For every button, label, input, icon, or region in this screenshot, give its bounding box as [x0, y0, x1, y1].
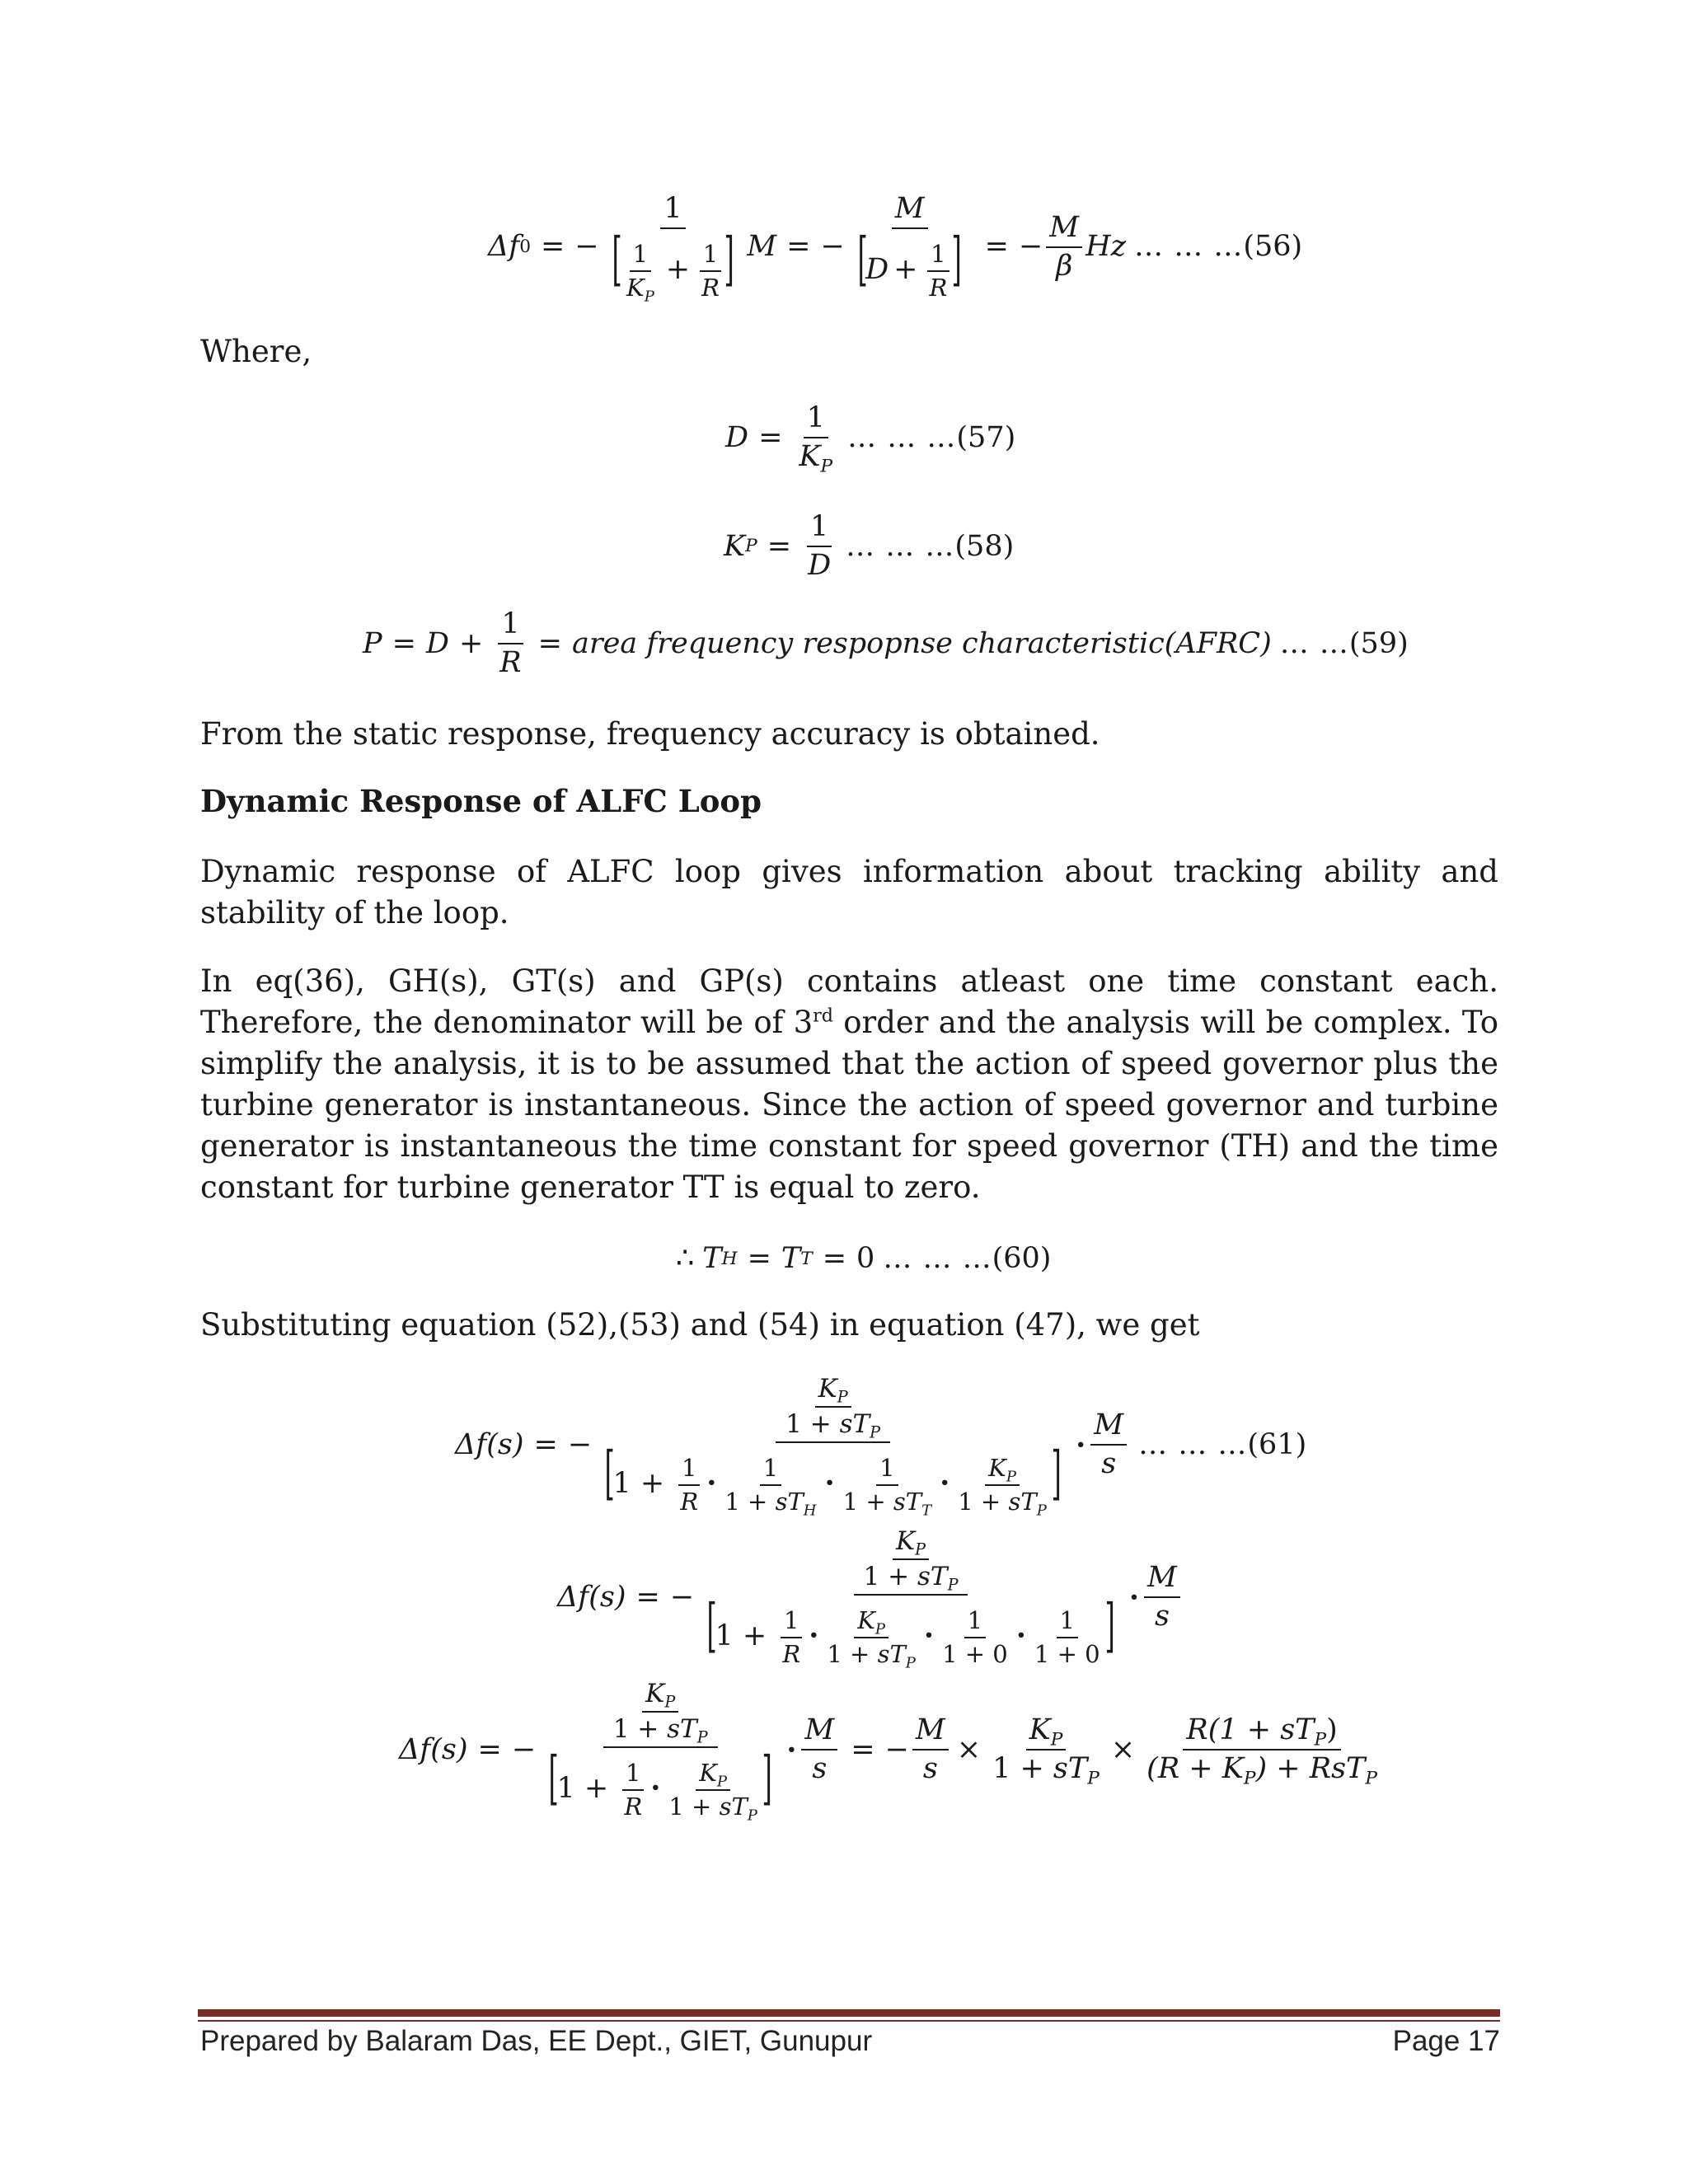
equation-56: Δf 0 = − 1 [ $\frac{1}{K_P}$ + $\frac{1}{R}$ ] M = − M [D + $\frac{1}{R}$ ] = − $\frac{M}{\beta}$ Hz … … … (56)	[488, 192, 1303, 305]
eq56-frac2-r: R	[929, 273, 948, 302]
eq61-ms	[1090, 1408, 1127, 1481]
eq62-den-t-zero: 0	[1085, 1639, 1100, 1668]
eq60-th: T	[702, 1242, 722, 1275]
para2-superscript: rd	[813, 1005, 833, 1027]
eq61-lhs: Δf(s)	[455, 1427, 524, 1461]
eq63-lhs: Δf(s)	[399, 1732, 468, 1766]
eq63-num-t-sub: P	[696, 1727, 708, 1747]
eq63-num-s: s	[667, 1714, 681, 1744]
eq57-den: K	[799, 440, 821, 473]
eq58-lhs: K	[724, 529, 746, 563]
eq61-num-oneplus: 1 +	[785, 1409, 840, 1439]
eq56-number: (56)	[1243, 230, 1303, 264]
eq63-den-kp: K	[699, 1758, 717, 1787]
paragraph-dynamic-response: Dynamic response of ALFC loop gives information about tracking ability and stability of the loop.	[200, 854, 1498, 930]
footer-left: Prepared by Balaram Das, EE Dept., GIET, Gunupur	[200, 2025, 873, 2057]
eq63-den-kp-sub: P	[716, 1772, 728, 1790]
eq59-afrc-text: area frequency respopnse characteristic(AFRC)	[571, 626, 1272, 660]
eq63-kp-t: T	[1067, 1752, 1088, 1786]
paragraph-time-constants	[200, 961, 1498, 1208]
eq61-number: (61)	[1247, 1427, 1307, 1461]
eq61-den-p-sub: P	[1036, 1501, 1047, 1519]
eq56-frac2-num: M	[892, 194, 928, 229]
equation-63: Δf(s) = − $\frac{K_P}{1 + sT_P}$ [1 + $\frac{1}{R}$ · $\frac{K_P}{1 + sT_P}$ ] · $\frac{M}{s}$ = − $\frac{M}{s}$ × $\frac{K_P}{1 + sT_P}$ × $\frac{R(1 + sT_P)}{(R + K_P) + RsT_P}$	[399, 1681, 1384, 1819]
eq60-dots: … … …	[883, 1242, 992, 1275]
eq56-frac-3	[1046, 210, 1082, 283]
eq56-lhs: Δf	[488, 230, 520, 264]
eq63-kp-s: s	[1053, 1752, 1068, 1786]
eq60-therefore: ∴	[676, 1242, 695, 1275]
eq58-number: (58)	[954, 529, 1015, 563]
eq61-den-t-oneplus: 1 +	[842, 1487, 893, 1516]
eq63-num-kp-sub: P	[664, 1692, 676, 1712]
eq61-den-h-sub: H	[803, 1501, 817, 1519]
eq57-dots: … … …	[847, 420, 957, 454]
eq62-den-oneplus: 1 +	[715, 1619, 776, 1652]
eq59-num: 1	[498, 610, 523, 644]
eq63-main-frac: $\frac{K_P}{1 + sT_P}$ [1 + $\frac{1}{R}$ · $\frac{K_P}{1 + sT_P}$ ]	[548, 1679, 772, 1824]
eq63-kp-oneplus: 1 +	[992, 1752, 1053, 1786]
eq61-den-p-kp-sub: P	[1006, 1467, 1016, 1485]
eq56-frac3-den: β	[1056, 249, 1073, 283]
eq62-den-kp: K	[857, 1605, 875, 1634]
eq56-frac1-num: 1	[660, 194, 685, 229]
eq56-inner-r: R	[701, 273, 720, 302]
eq61-num-t: T	[852, 1409, 870, 1439]
equation-62: Δf(s) = − $\frac{K_P}{1 + sT_P}$ [1 + $\frac{1}{R}$ · $\frac{K_P}{1 + sT_P}$ · $\frac{1}{1 + 0}$ · $\frac{1}{1 + 0}$ ] · $\frac{M}{s}$	[557, 1529, 1184, 1666]
eq62-num-t-sub: P	[947, 1575, 959, 1595]
eq58-num: 1	[807, 513, 832, 547]
eq56-frac-1: 1 [ $\frac{1}{K_P}$ + $\frac{1}{R}$ ]	[612, 192, 734, 305]
eq59-d: D	[425, 626, 449, 660]
eq62-den-kp-sub: P	[874, 1619, 886, 1638]
eq63-den-p-t: T	[731, 1792, 748, 1821]
footer-page-number: Page 17	[1392, 2025, 1500, 2057]
substituting-sentence: Substituting equation (52),(53) and (54) in equation (47), we get	[200, 1307, 1200, 1343]
eq61-num-kp: K	[818, 1374, 837, 1404]
footer-rule-thin	[198, 2020, 1500, 2022]
eq63-final-den-mid: ) + RsT	[1255, 1752, 1366, 1786]
eq56-frac2-one: 1	[927, 242, 949, 272]
eq63-den-p-sub: P	[747, 1806, 757, 1824]
eq61-den-t-num: 1	[876, 1456, 898, 1486]
eq56-frac2-d: D	[865, 253, 889, 286]
eq62-den-h-oneplus: 1 +	[942, 1639, 993, 1668]
eq63-kp-frac	[989, 1713, 1103, 1789]
eq62-num-t: T	[930, 1562, 948, 1591]
eq62-lhs: Δf(s)	[557, 1580, 626, 1614]
eq60-tt: T	[781, 1242, 801, 1275]
eq60-zero: 0	[856, 1242, 875, 1275]
eq57-den-sub: P	[820, 456, 833, 477]
eq59-frac	[496, 607, 524, 679]
eq62-den-t-num: 1	[1057, 1609, 1078, 1638]
eq63-den-r: R	[624, 1792, 643, 1821]
eq62-s: s	[1154, 1600, 1170, 1633]
eq57-num: 1	[804, 404, 828, 438]
eq62-num-s: s	[917, 1562, 931, 1591]
eq63-final-den: (R + K	[1146, 1752, 1244, 1786]
eq63-final-den-sub-1: P	[1243, 1768, 1256, 1789]
eq62-den-h-zero: 0	[992, 1639, 1008, 1668]
eq62-main-frac: $\frac{K_P}{1 + sT_P}$ [1 + $\frac{1}{R}$ · $\frac{K_P}{1 + sT_P}$ · $\frac{1}{1 + 0}$ · $\frac{1}{1 + 0}$ ]	[706, 1526, 1115, 1671]
eq61-den-p-oneplus: 1 +	[958, 1487, 1009, 1516]
eq63-num-oneplus: 1 +	[612, 1714, 668, 1744]
eq63-ms-1	[801, 1713, 837, 1786]
eq61-den-oneplus: 1 +	[612, 1467, 674, 1500]
eq63-final-den-sub-2: P	[1365, 1768, 1377, 1789]
eq61-den-h-s: s	[775, 1487, 788, 1516]
eq56-frac3-num: M	[1046, 213, 1082, 248]
eq59-dots: … …	[1279, 626, 1349, 660]
eq63-kp-t-sub: P	[1087, 1768, 1100, 1789]
eq62-den-p-sub: P	[905, 1653, 916, 1671]
eq61-den-r-num: 1	[678, 1456, 700, 1486]
eq61-dots: … … …	[1138, 1427, 1248, 1461]
eq61-den-p-t: T	[1020, 1487, 1037, 1516]
eq59-number: (59)	[1348, 626, 1409, 660]
eq61-den-r: R	[680, 1487, 699, 1516]
eq58-den: D	[808, 549, 832, 582]
eq62-ms	[1144, 1563, 1180, 1631]
eq62-m: M	[1144, 1563, 1180, 1598]
eq59-den: R	[499, 646, 522, 679]
equation-59: P = D + $\frac{1}{R}$ = area frequency respopnse characteristic(AFRC) … … (59)	[363, 607, 1409, 679]
eq63-final-num: R(1 + sT	[1186, 1713, 1315, 1747]
eq62-den-r-num: 1	[781, 1609, 802, 1638]
eq58-frac	[804, 510, 834, 582]
eq57-lhs: D	[725, 420, 749, 454]
eq61-den-h-t: T	[787, 1487, 804, 1516]
eq63-den-r-num: 1	[622, 1761, 644, 1791]
eq59-lhs: P	[363, 626, 382, 660]
footer-rule-thick	[198, 2009, 1500, 2017]
eq61-num-kp-sub: P	[837, 1387, 848, 1407]
eq60-number: (60)	[992, 1242, 1052, 1275]
eq61-main-frac: $\frac{K_P}{1 + sT_P}$ [1 + $\frac{1}{R}$ · $\frac{1}{1 + sT_H}$ · $\frac{1}{1 + sT_T}$ · $\frac{K_P}{1 + sT_P}$ ]	[604, 1374, 1062, 1519]
eq61-den-h-num: 1	[760, 1456, 781, 1486]
eq63-final-frac: $\frac{R(1 + sT_P)}{(R + K_P) + RsT_P}$	[1146, 1713, 1377, 1789]
eq63-num-kp: K	[645, 1679, 665, 1708]
eq63-kp-sub: P	[1050, 1729, 1063, 1750]
eq61-den-t-t: T	[905, 1487, 922, 1516]
eq63-ms-2	[912, 1713, 949, 1786]
eq63-den-p-s: s	[719, 1792, 732, 1821]
eq63-den-oneplus: 1 +	[556, 1772, 618, 1805]
eq62-den-t-oneplus: 1 +	[1034, 1639, 1085, 1668]
eq58-dots: … … …	[846, 529, 955, 563]
eq56-dots: … … …	[1134, 230, 1244, 264]
eq63-den-p-oneplus: 1 +	[668, 1792, 720, 1821]
eq62-num-oneplus: 1 +	[863, 1562, 917, 1591]
eq57-frac	[795, 401, 836, 477]
eq62-den-h-num: 1	[964, 1609, 986, 1638]
eq61-den-h-oneplus: 1 +	[724, 1487, 776, 1516]
eq62-num-kp-sub: P	[915, 1540, 926, 1559]
eq61-m: M	[1090, 1411, 1127, 1446]
where-label: Where,	[200, 334, 312, 369]
eq61-den-t-s: s	[893, 1487, 906, 1516]
eq62-den-p-t: T	[889, 1639, 906, 1668]
static-response-sentence: From the static response, frequency accuracy is obtained.	[200, 716, 1100, 752]
eq62-den-p-s: s	[877, 1639, 890, 1668]
eq56-inner-one-b: 1	[700, 242, 721, 272]
equation-57: D = $\frac{1}{K_P}$ … … … (57)	[725, 401, 1016, 477]
eq63-m-1: M	[801, 1716, 837, 1750]
eq63-m-2: M	[912, 1716, 949, 1750]
eq63-s-1: s	[812, 1752, 828, 1786]
eq63-final-num-sub: P	[1314, 1729, 1327, 1750]
para2-part-b: order and the analysis will be complex. To simplify the analysis, it is to be assumed that the action of speed governor plus the turbine generator is instantaneous. Since the action of speed governor and turbine generator is instantaneous the time constant for speed governor (TH) and the time constant for turbine generator TT is equal to zero.	[200, 1005, 1498, 1205]
eq63-s-2: s	[922, 1752, 938, 1786]
eq61-s: s	[1101, 1447, 1117, 1481]
eq62-den-r: R	[782, 1639, 801, 1668]
eq56-m-1: M	[747, 230, 777, 264]
equation-61: Δf(s) = − $\frac{K_P}{1 + sT_P}$ [1 + $\frac{1}{R}$ · $\frac{1}{1 + sT_H}$ · $\frac{1}{1 + sT_T}$ · $\frac{K_P}{1 + sT_P}$ ] · $\frac{M}{s}$ … … … (61)	[455, 1374, 1307, 1519]
eq56-frac-2: M [D + $\frac{1}{R}$ ]	[857, 192, 963, 302]
eq63-num-t: T	[680, 1714, 697, 1744]
eq61-num-s: s	[839, 1409, 853, 1439]
equation-58: K P = $\frac{1}{D}$ … … … (58)	[724, 510, 1015, 582]
eq61-den-p-s: s	[1008, 1487, 1021, 1516]
eq61-num-t-sub: P	[870, 1422, 881, 1442]
para2-part-a: In eq(36), GH(s), GT(s) and GP(s) contains atleast one time constant each. Therefore, the denominator will be of 3	[200, 963, 1498, 1040]
eq56-inner-kp: K	[626, 273, 645, 302]
eq61-den-t-sub: T	[921, 1501, 932, 1519]
eq63-kp: K	[1029, 1713, 1051, 1747]
eq56-unit: Hz	[1085, 230, 1127, 264]
section-heading: Dynamic Response of ALFC Loop	[200, 783, 762, 819]
eq62-num-kp: K	[895, 1526, 916, 1556]
eq57-number: (57)	[956, 420, 1016, 454]
eq56-inner-kp-sub: P	[644, 287, 654, 305]
eq56-inner-one-a: 1	[630, 242, 651, 272]
eq61-den-p-kp: K	[988, 1453, 1006, 1482]
equation-60: ∴ T H = T T = 0 … … … (60)	[676, 1242, 1052, 1275]
eq62-den-p-oneplus: 1 +	[827, 1639, 878, 1668]
